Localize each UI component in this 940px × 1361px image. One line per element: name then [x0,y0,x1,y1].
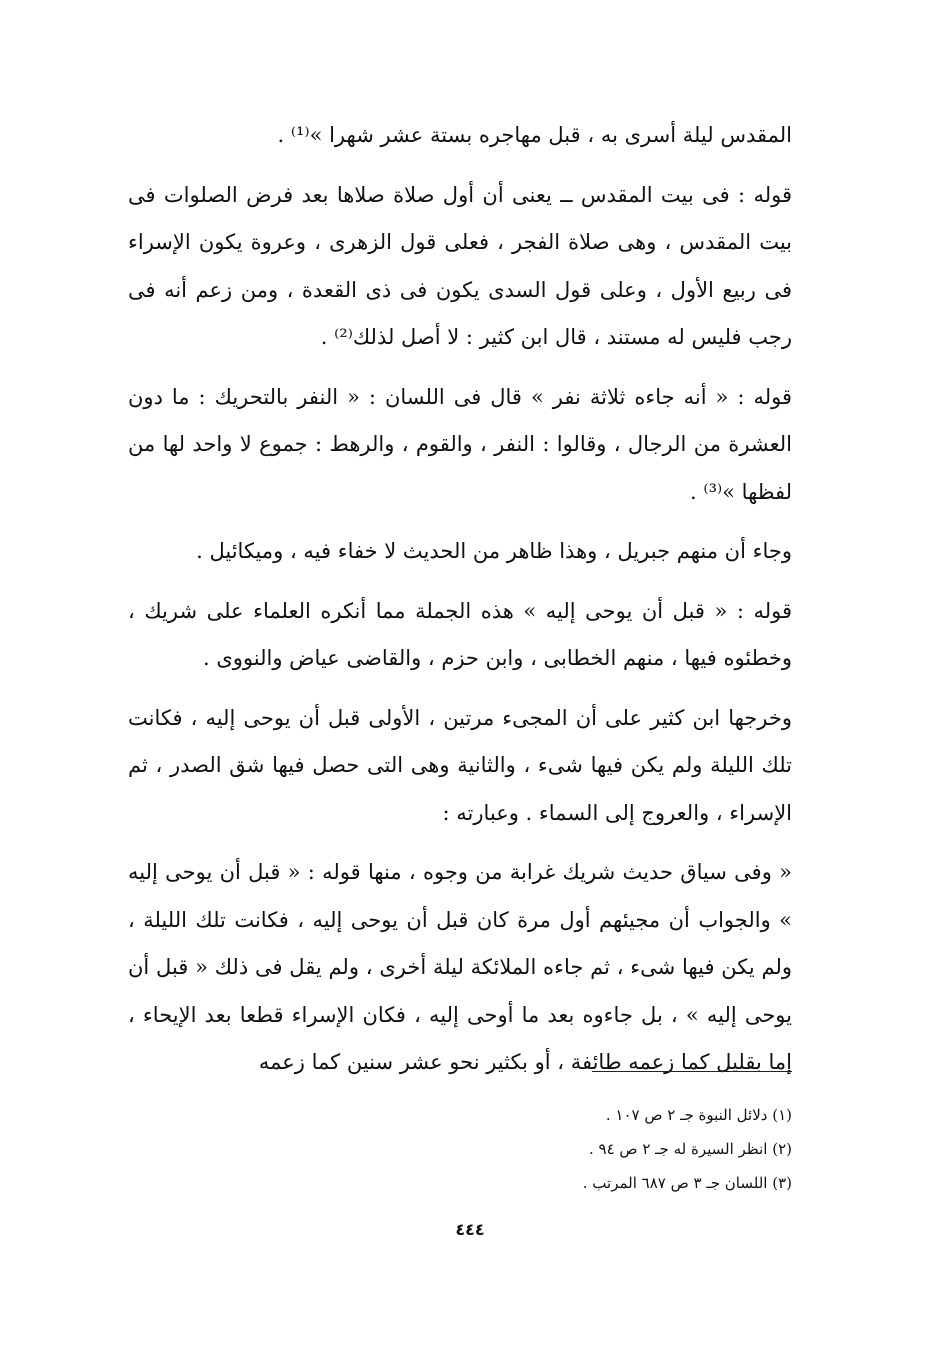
page-number: ٤٤٤ [455,1220,485,1239]
footnote-2: (٢) انظر السيرة له جـ ٢ ص ٩٤ . [588,1140,792,1158]
footnote-1: (١) دلائل النبوة جـ ٢ ص ١٠٧ . [605,1106,792,1124]
paragraph-5: قوله : « قبل أن يوحى إليه » هذه الجملة مما أنكره العلماء على شريك ، وخطئوه فيها ، منهم الخطابى ، وابن حزم ، والقاضى عياض والنووى . [128,598,792,670]
footnotes [300,1098,792,1200]
paragraph-1: المقدس ليلة أسرى به ، قبل مهاجره بستة عشر شهرا »⁽¹⁾ . [277,123,792,147]
footnote-separator [592,1071,792,1072]
paragraph-3: قوله : « أنه جاءه ثلاثة نفر » قال فى اللسان : « النفر بالتحريك : ما دون العشرة من الرجال ، وقالوا : النفر ، والقوم ، والرهط : جموع لا واحد لها من لفظها »⁽³⁾ . [128,384,792,504]
main-text [128,112,792,1099]
paragraph-6: وخرجها ابن كثير على أن المجىء مرتين ، الأولى قبل أن يوحى إليه ، فكانت تلك الليلة ولم يكن فيها شىء ، والثانية وهى التى حصل فيها شق الصدر ، ثم الإسراء ، والعروج إلى السماء . وعبارته : [128,705,792,825]
footnote-3: (٣) اللسان جـ ٣ ص ٦٨٧ المرتب . [582,1174,792,1192]
paragraph-7: « وفى سياق حديث شريك غرابة من وجوه ، منها قوله : « قبل أن يوحى إليه » والجواب أن مجيئهم أول مرة كان قبل أن يوحى إليه ، فكانت تلك الليلة ، ولم يكن فيها شىء ، ثم جاءه الملائكة ليلة أخرى ، ولم يقل فى ذلك « قبل أن يوحى إليه » ، بل جاءوه بعد ما أوحى إليه ، فكان الإسراء قطعا بعد الإيحاء ، إما بقليل كما زعمه طائفة ، أو بكثير نحو عشر سنين كما زعمه [128,860,792,1074]
paragraph-2: قوله : فى بيت المقدس ــ يعنى أن أول صلاة صلاها بعد فرض الصلوات فى بيت المقدس ، وهى صلاة الفجر ، فعلى قول الزهرى ، وعروة يكون الإسراء فى ربيع الأول ، وعلى قول السدى يكون فى ذى القعدة ، ومن زعم أنه فى رجب فليس له مستند ، قال ابن كثير : لا أصل لذلك⁽²⁾ . [128,182,792,349]
paragraph-4: وجاء أن منهم جبريل ، وهذا ظاهر من الحديث لا خفاء فيه ، وميكائيل . [196,539,792,563]
